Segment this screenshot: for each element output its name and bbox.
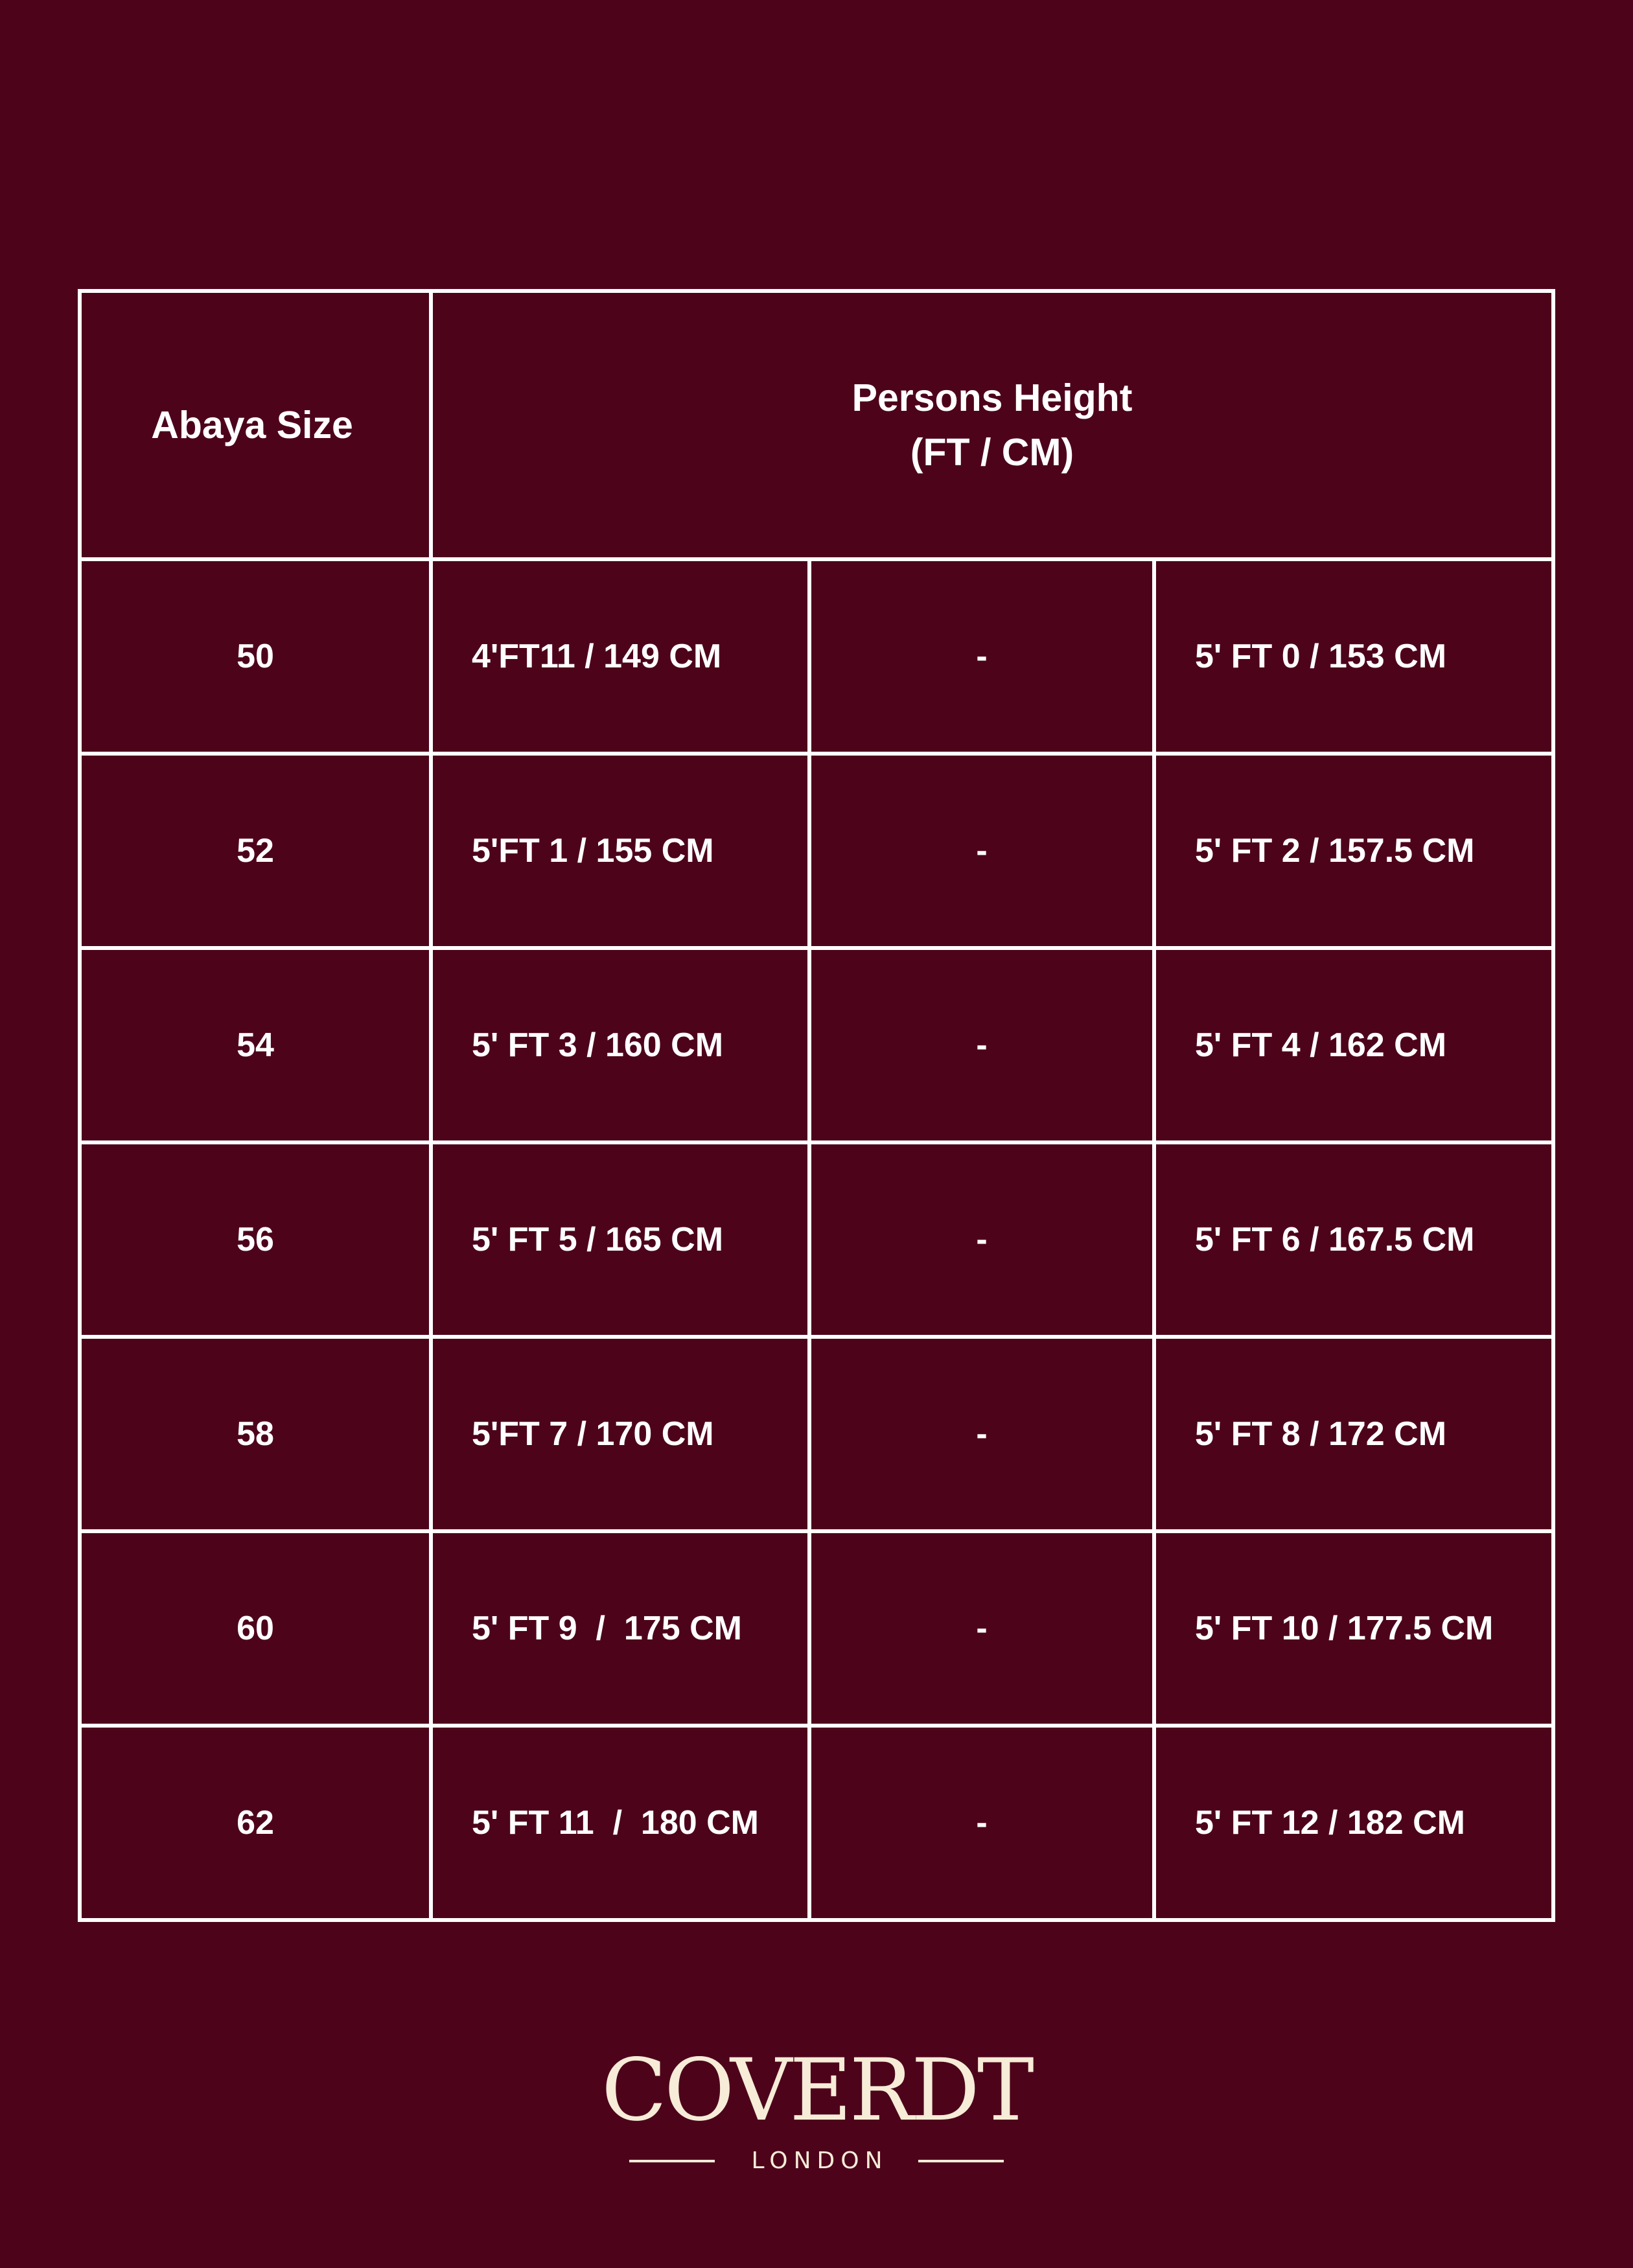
cell-separator: - — [809, 1337, 1154, 1531]
cell-separator: - — [809, 1142, 1154, 1337]
table-header-row — [80, 291, 1553, 559]
cell-max-height: 5' FT 8 / 172 CM — [1154, 1337, 1553, 1531]
logo-subtitle-row — [0, 2145, 1633, 2177]
table-row — [80, 1726, 1553, 1920]
cell-min-height: 5'FT 7 / 170 CM — [431, 1337, 809, 1531]
header-abaya-size: Abaya Size — [80, 291, 431, 559]
logo-divider-right — [918, 2160, 1004, 2162]
cell-max-height: 5' FT 10 / 177.5 CM — [1154, 1531, 1553, 1726]
cell-separator: - — [809, 1726, 1154, 1920]
cell-abaya-size: 54 — [80, 948, 431, 1142]
logo-wordmark: COVERDT — [601, 2041, 1032, 2140]
table-row — [80, 1531, 1553, 1726]
table-row — [80, 754, 1553, 948]
cell-min-height: 4'FT11 / 149 CM — [431, 559, 809, 754]
cell-abaya-size: 58 — [80, 1337, 431, 1531]
table-row — [80, 1142, 1553, 1337]
cell-separator: - — [809, 754, 1154, 948]
cell-min-height: 5' FT 5 / 165 CM — [431, 1142, 809, 1337]
header-height-units: (FT / CM) — [910, 431, 1074, 474]
cell-max-height: 5' FT 2 / 157.5 CM — [1154, 754, 1553, 948]
cell-max-height: 5' FT 6 / 167.5 CM — [1154, 1142, 1553, 1337]
cell-max-height: 5' FT 4 / 162 CM — [1154, 948, 1553, 1142]
size-chart-table — [78, 289, 1555, 1922]
table-row — [80, 559, 1553, 754]
header-persons-height — [431, 291, 1553, 559]
cell-abaya-size: 56 — [80, 1142, 431, 1337]
cell-abaya-size: 50 — [80, 559, 431, 754]
cell-max-height: 5' FT 0 / 153 CM — [1154, 559, 1553, 754]
cell-separator: - — [809, 948, 1154, 1142]
cell-abaya-size: 62 — [80, 1726, 431, 1920]
cell-min-height: 5'FT 1 / 155 CM — [431, 754, 809, 948]
table-row — [80, 1337, 1553, 1531]
cell-separator: - — [809, 559, 1154, 754]
logo-subtitle: LONDON — [751, 2147, 888, 2174]
table-row — [80, 948, 1553, 1142]
cell-min-height: 5' FT 9 / 175 CM — [431, 1531, 809, 1726]
cell-min-height: 5' FT 3 / 160 CM — [431, 948, 809, 1142]
header-height-title: Persons Height — [851, 376, 1133, 419]
cell-max-height: 5' FT 12 / 182 CM — [1154, 1726, 1553, 1920]
cell-separator: - — [809, 1531, 1154, 1726]
cell-abaya-size: 60 — [80, 1531, 431, 1726]
brand-logo — [0, 2041, 1633, 2177]
logo-divider-left — [629, 2160, 715, 2162]
cell-min-height: 5' FT 11 / 180 CM — [431, 1726, 809, 1920]
cell-abaya-size: 52 — [80, 754, 431, 948]
